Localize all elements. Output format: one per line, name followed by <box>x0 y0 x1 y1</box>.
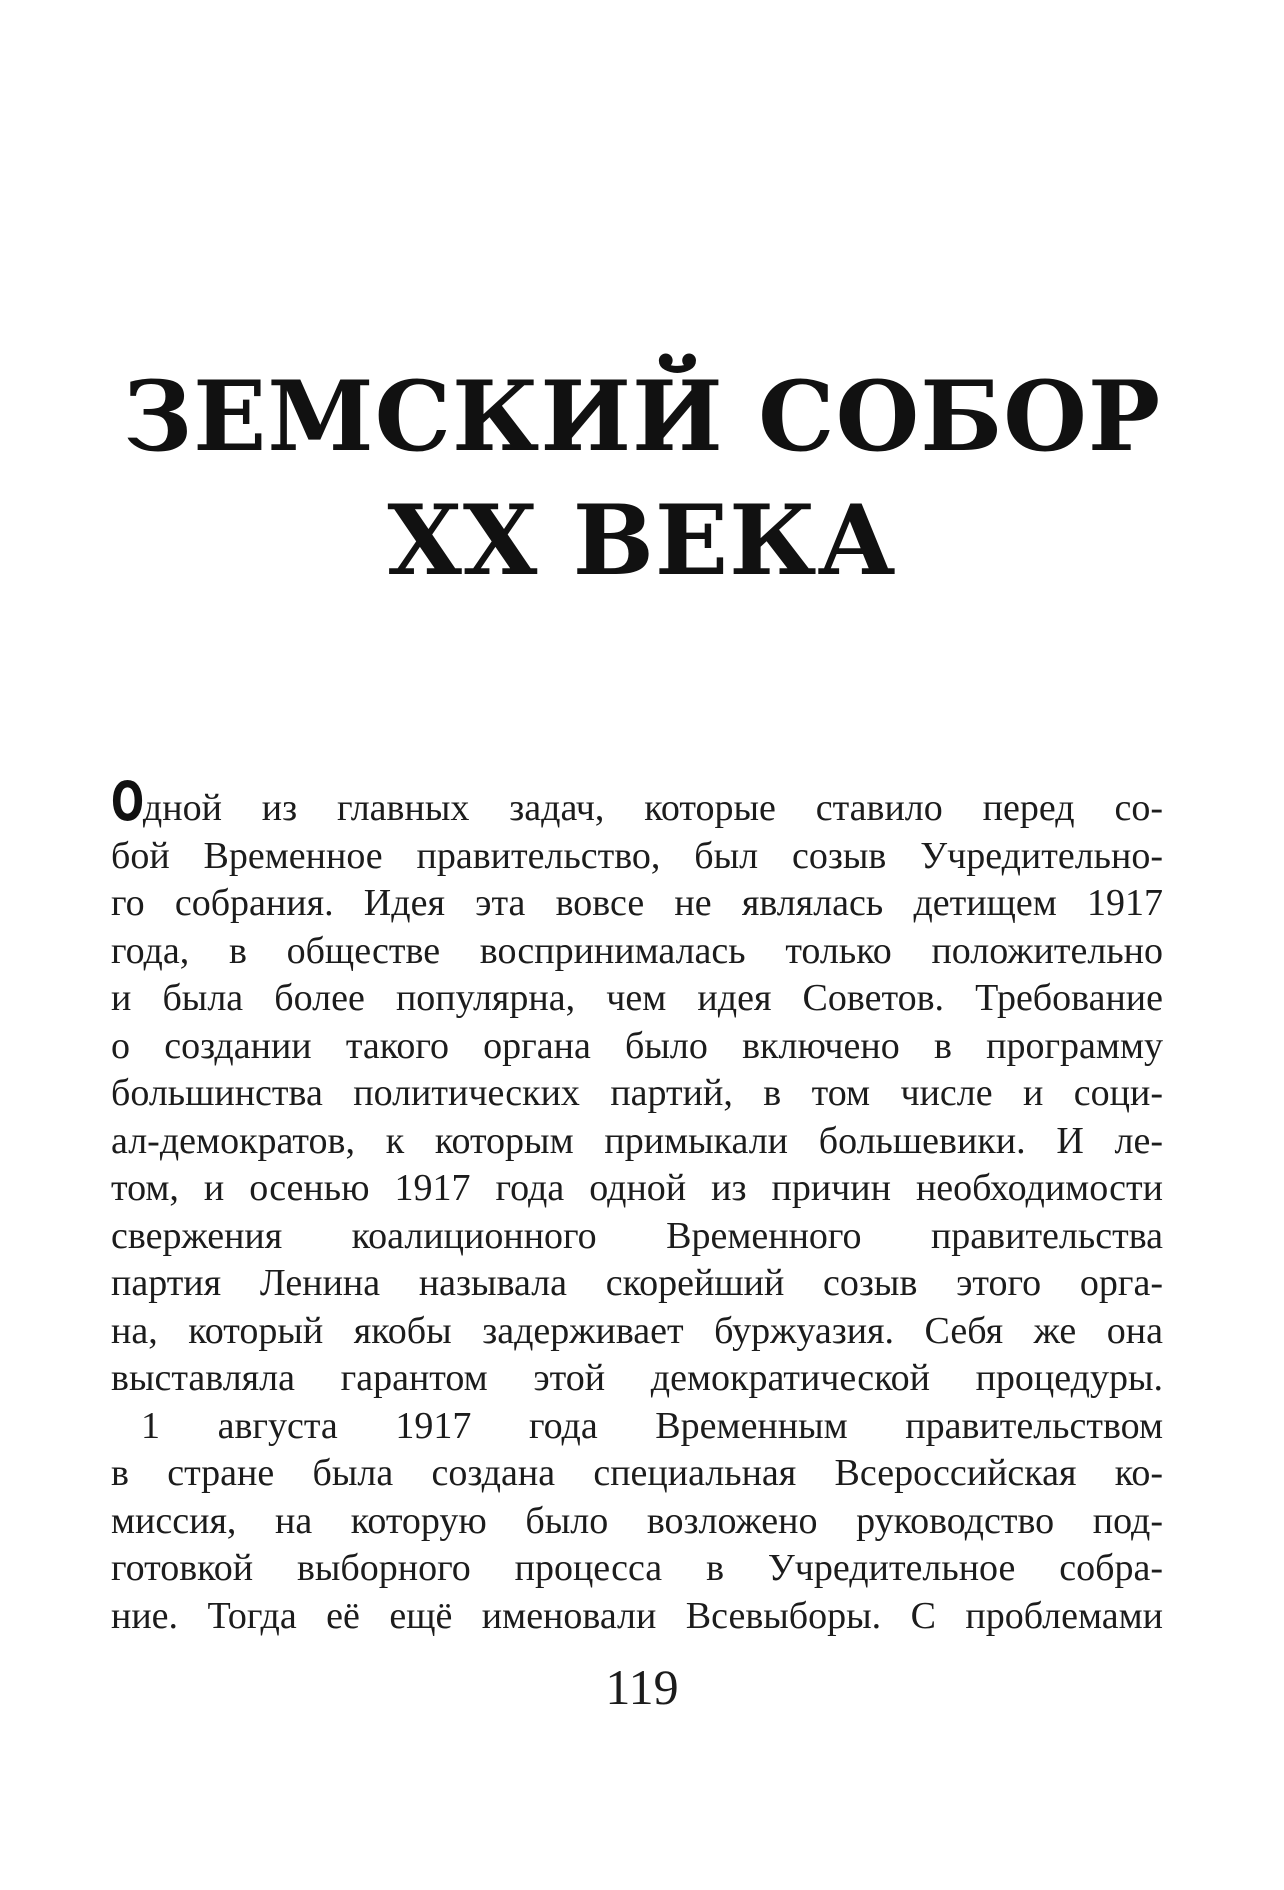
paragraph-1-line-7: большинства политических партий, в том числе и соци- <box>111 1072 1163 1114</box>
paragraph-1-line-2: бой Временное правительство, был созыв Учредительно- <box>111 834 1163 877</box>
paragraph-1-line-1 <box>111 770 1163 833</box>
chapter-title-line-1: ЗЕМСКИЙ СОБОР <box>122 360 1162 473</box>
paragraph-1-line-1-text: дной из главных задач, которые ставило перед со- <box>142 787 1163 829</box>
paragraph-1-line-10: свержения коалиционного Временного правительства <box>111 1214 1163 1257</box>
paragraph-1-line-3: го собрания. Идея эта вовсе не являлась детищем 1917 <box>111 882 1163 924</box>
paragraph-2 <box>111 1403 1163 1641</box>
paragraph-1-line-4: года, в обществе воспринималась только положительно <box>111 929 1163 972</box>
paragraph-2-line-4: готовкой выборного процесса в Учредительное собра- <box>111 1547 1163 1589</box>
chapter-body <box>111 770 1163 1640</box>
paragraph-2-line-1: 1 августа 1917 года Временным правительством <box>141 1404 1163 1447</box>
paragraph-2-line-3: миссия, на которую было возложено руководство под- <box>111 1499 1163 1542</box>
page-number: 119 <box>605 1659 679 1715</box>
paragraph-1-line-12: на, который якобы задерживает буржуазия. Себя же она <box>111 1309 1163 1352</box>
chapter-title-line-2: XX ВЕКА <box>387 484 897 597</box>
paragraph-1-line-5: и была более популярна, чем идея Советов. Требование <box>111 977 1163 1019</box>
paragraph-1-line-6: о создании такого органа было включено в программу <box>111 1024 1163 1067</box>
paragraph-1-line-8: ал-демократов, к которым примыкали большевики. И ле- <box>111 1119 1163 1162</box>
paragraph-2-line-5: ние. Тогда её ещё именовали Всевыборы. С проблемами <box>111 1594 1163 1637</box>
chapter-title <box>0 355 1284 603</box>
paragraph-1 <box>111 770 1163 1403</box>
paragraph-2-line-2: в стране была создана специальная Всероссийская ко- <box>111 1452 1163 1494</box>
drop-cap: О <box>111 770 145 833</box>
paragraph-1-line-11: партия Ленина называла скорейший созыв этого орга- <box>111 1262 1163 1304</box>
paragraph-1-line-9: том, и осенью 1917 года одной из причин необходимости <box>111 1167 1163 1209</box>
paragraph-1-line-13: выставляла гарантом этой демократической процедуры. <box>111 1357 1163 1399</box>
